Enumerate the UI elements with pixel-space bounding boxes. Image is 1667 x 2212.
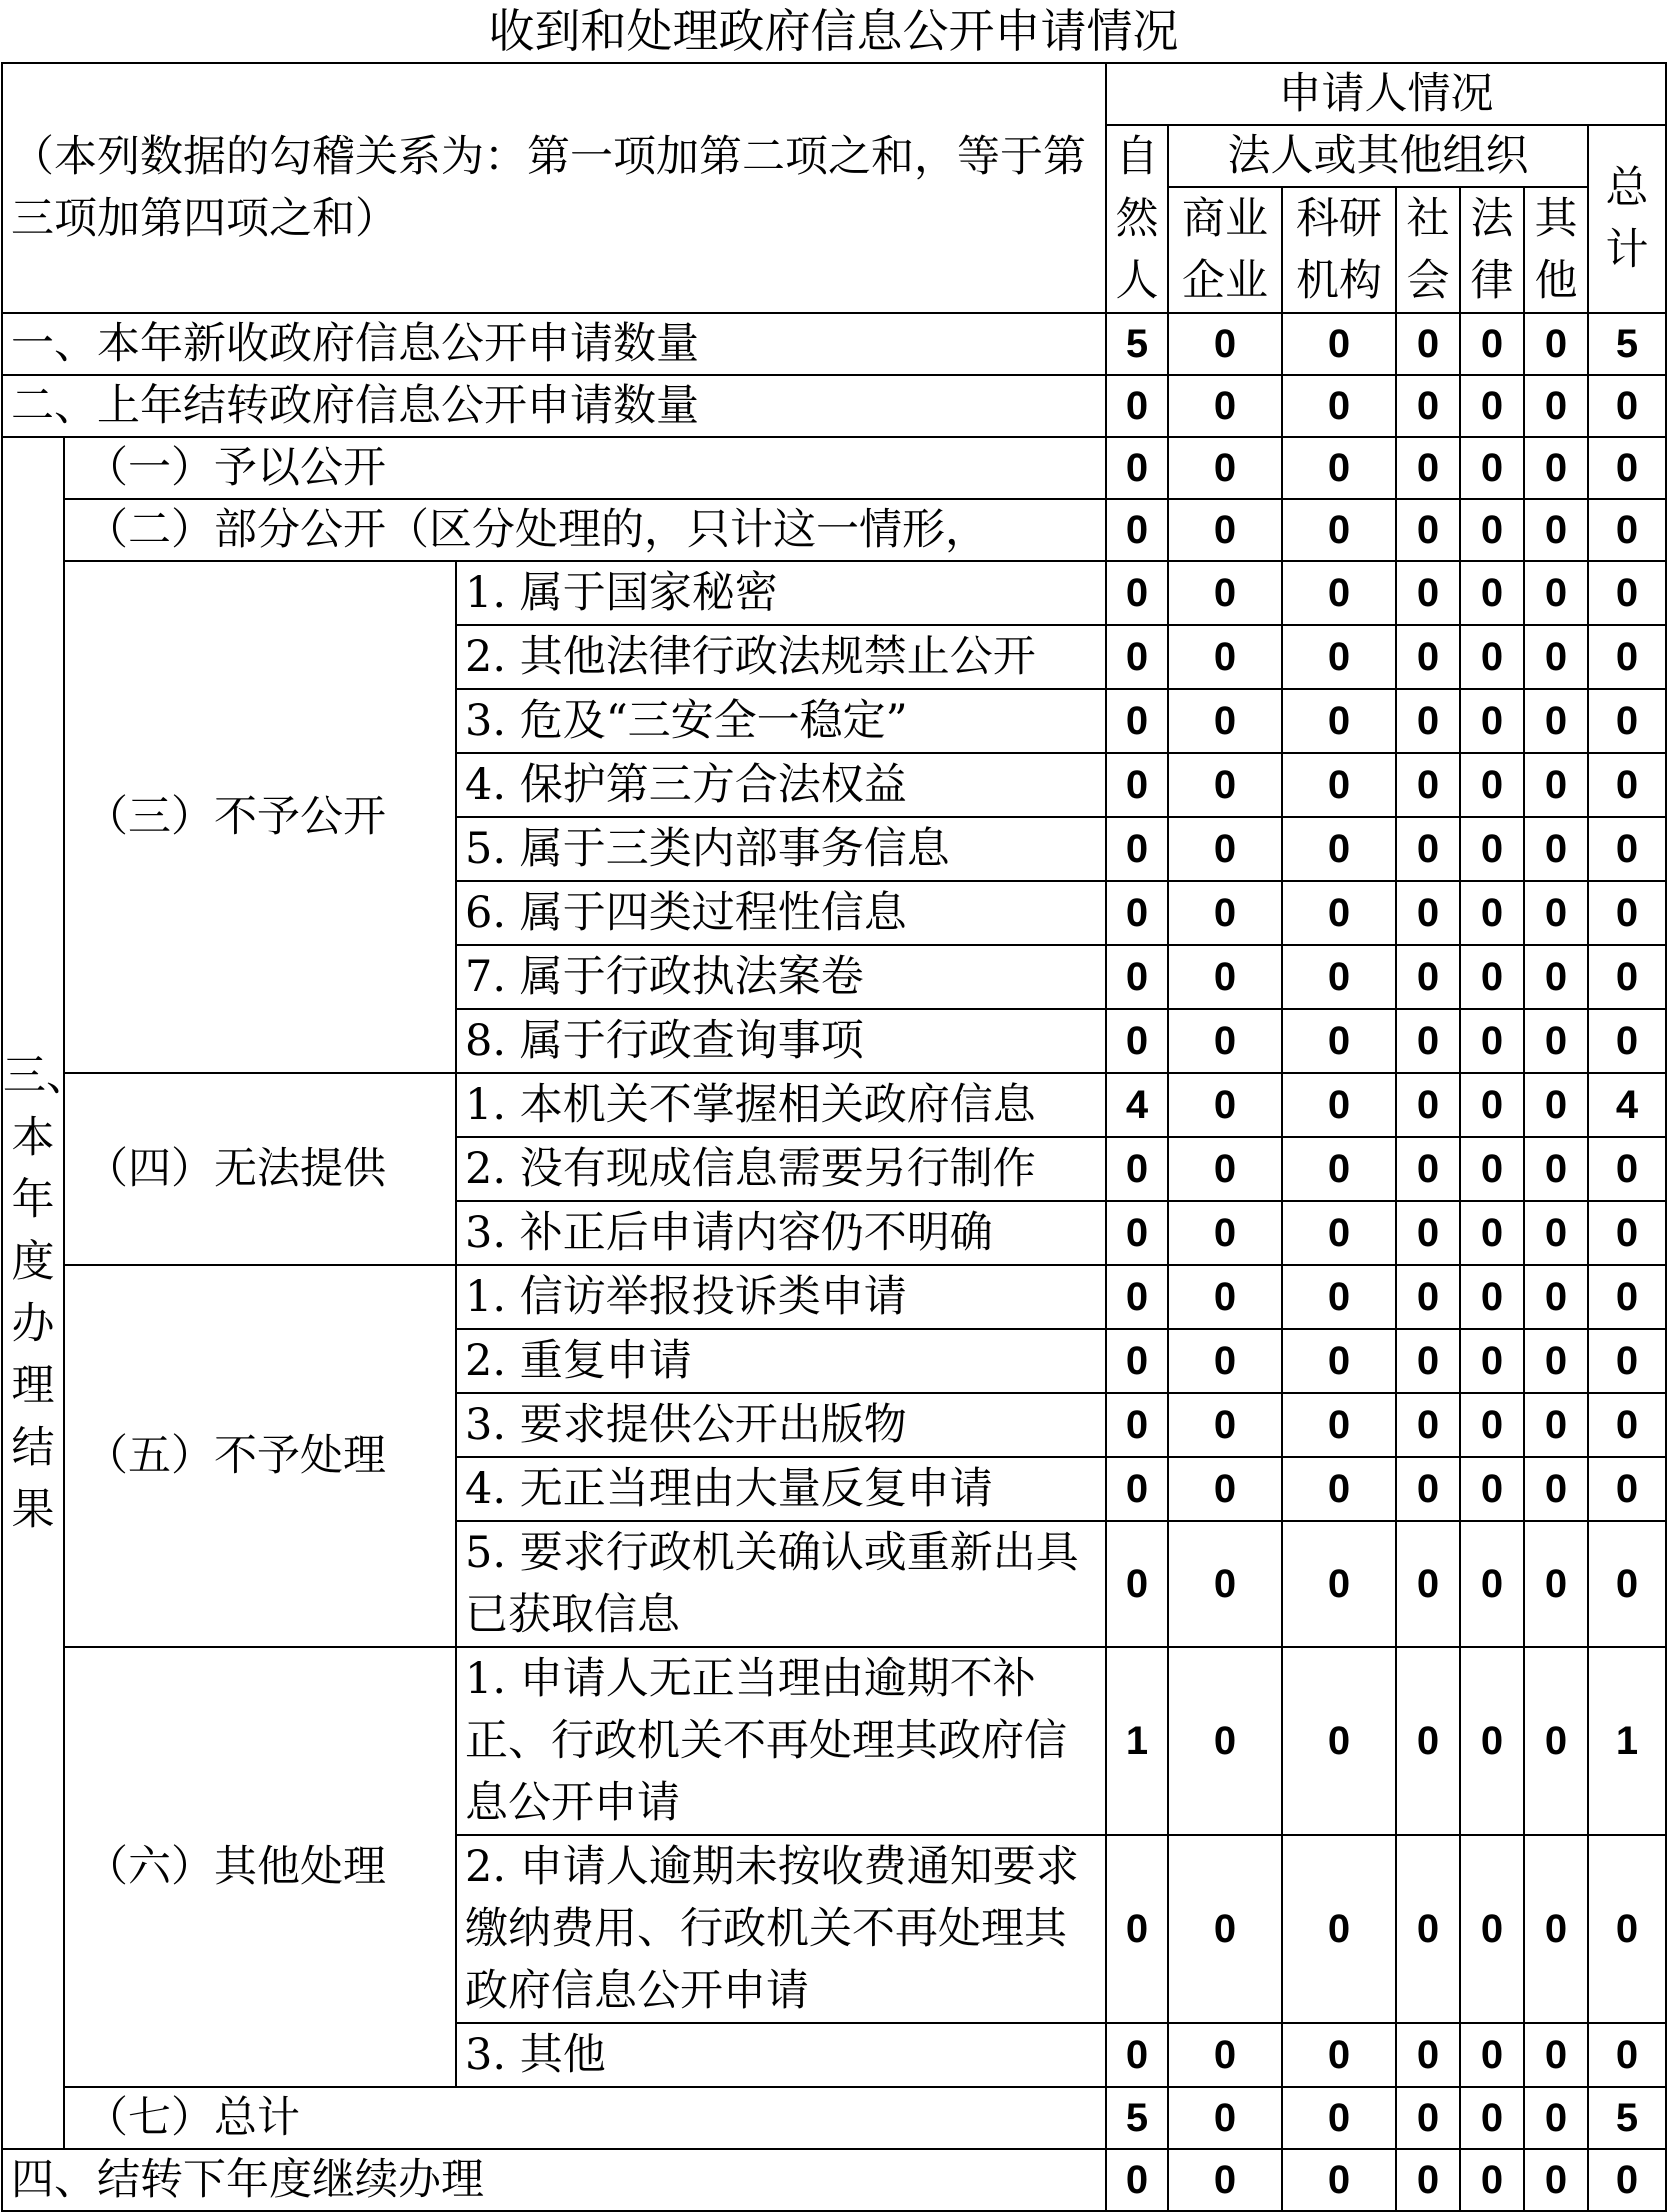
value-cell: 0 xyxy=(1168,689,1282,753)
value-cell: 0 xyxy=(1396,1457,1460,1521)
value-cell: 0 xyxy=(1282,1647,1396,1835)
value-cell: 0 xyxy=(1460,1647,1524,1835)
legal-header: 法律 xyxy=(1460,187,1524,313)
row-label: 8. 属于行政查询事项 xyxy=(456,1009,1106,1073)
value-cell: 0 xyxy=(1460,437,1524,499)
value-cell: 0 xyxy=(1106,1521,1168,1647)
value-cell: 0 xyxy=(1524,499,1588,561)
value-cell: 0 xyxy=(1524,625,1588,689)
value-cell: 0 xyxy=(1282,1393,1396,1457)
value-cell: 0 xyxy=(1168,1201,1282,1265)
value-cell: 0 xyxy=(1588,1201,1666,1265)
value-cell: 0 xyxy=(1106,753,1168,817)
value-cell: 0 xyxy=(1524,2023,1588,2087)
value-cell: 0 xyxy=(1168,945,1282,1009)
value-cell: 0 xyxy=(1282,1329,1396,1393)
value-cell: 0 xyxy=(1106,945,1168,1009)
row-label: 1. 信访举报投诉类申请 xyxy=(456,1265,1106,1329)
value-cell: 0 xyxy=(1168,2087,1282,2149)
value-cell: 0 xyxy=(1168,1457,1282,1521)
row-label: 四、结转下年度继续办理 xyxy=(2,2149,1106,2211)
value-cell: 0 xyxy=(1524,881,1588,945)
value-cell: 1 xyxy=(1106,1647,1168,1835)
value-cell: 0 xyxy=(1168,561,1282,625)
table-row xyxy=(2,313,1666,375)
value-cell: 0 xyxy=(1460,2023,1524,2087)
value-cell: 0 xyxy=(1524,817,1588,881)
value-cell: 0 xyxy=(1588,1521,1666,1647)
value-cell: 0 xyxy=(1282,1201,1396,1265)
value-cell: 5 xyxy=(1588,2087,1666,2149)
value-cell: 0 xyxy=(1460,1457,1524,1521)
value-cell: 0 xyxy=(1588,945,1666,1009)
value-cell: 0 xyxy=(1282,945,1396,1009)
row-label: （七）总计 xyxy=(64,2087,1106,2149)
value-cell: 0 xyxy=(1396,437,1460,499)
row-label: 6. 属于四类过程性信息 xyxy=(456,881,1106,945)
value-cell: 0 xyxy=(1396,945,1460,1009)
value-cell: 0 xyxy=(1396,2149,1460,2211)
value-cell: 0 xyxy=(1282,2087,1396,2149)
value-cell: 0 xyxy=(1524,945,1588,1009)
row-label: 5. 属于三类内部事务信息 xyxy=(456,817,1106,881)
value-cell: 0 xyxy=(1168,437,1282,499)
value-cell: 0 xyxy=(1524,1009,1588,1073)
row-label: 7. 属于行政执法案卷 xyxy=(456,945,1106,1009)
value-cell: 0 xyxy=(1524,313,1588,375)
value-cell: 0 xyxy=(1282,1073,1396,1137)
value-cell: 0 xyxy=(1588,1329,1666,1393)
value-cell: 0 xyxy=(1282,437,1396,499)
table-row xyxy=(2,499,1666,561)
value-cell: 0 xyxy=(1396,1201,1460,1265)
value-cell: 5 xyxy=(1106,313,1168,375)
value-cell: 0 xyxy=(1168,313,1282,375)
value-cell: 5 xyxy=(1588,313,1666,375)
value-cell: 0 xyxy=(1588,499,1666,561)
row-label: 1. 申请人无正当理由逾期不补正、行政机关不再处理其政府信息公开申请 xyxy=(456,1647,1106,1835)
value-cell: 0 xyxy=(1524,375,1588,437)
value-cell: 0 xyxy=(1460,753,1524,817)
row-label: 二、上年结转政府信息公开申请数量 xyxy=(2,375,1106,437)
row-label: 3. 危及“三安全一稳定” xyxy=(456,689,1106,753)
value-cell: 0 xyxy=(1168,1265,1282,1329)
row-label: 5. 要求行政机关确认或重新出具已获取信息 xyxy=(456,1521,1106,1647)
value-cell: 0 xyxy=(1282,753,1396,817)
value-cell: 4 xyxy=(1588,1073,1666,1137)
value-cell: 0 xyxy=(1460,1835,1524,2023)
value-cell: 0 xyxy=(1524,2087,1588,2149)
value-cell: 0 xyxy=(1524,561,1588,625)
value-cell: 4 xyxy=(1106,1073,1168,1137)
value-cell: 0 xyxy=(1282,1521,1396,1647)
value-cell: 0 xyxy=(1168,1393,1282,1457)
value-cell: 0 xyxy=(1588,375,1666,437)
value-cell: 0 xyxy=(1282,1009,1396,1073)
research-header: 科研机构 xyxy=(1282,187,1396,313)
value-cell: 0 xyxy=(1168,1521,1282,1647)
value-cell: 0 xyxy=(1588,561,1666,625)
value-cell: 0 xyxy=(1460,1009,1524,1073)
value-cell: 0 xyxy=(1524,1265,1588,1329)
value-cell: 0 xyxy=(1106,881,1168,945)
value-cell: 0 xyxy=(1460,817,1524,881)
row-label: （二）部分公开（区分处理的，只计这一情形， xyxy=(64,499,1106,561)
value-cell: 0 xyxy=(1460,2087,1524,2149)
value-cell: 0 xyxy=(1106,1201,1168,1265)
value-cell: 0 xyxy=(1524,1521,1588,1647)
group-label: （三）不予公开 xyxy=(64,561,456,1073)
value-cell: 0 xyxy=(1396,881,1460,945)
value-cell: 0 xyxy=(1282,561,1396,625)
value-cell: 0 xyxy=(1106,1009,1168,1073)
total-header: 总计 xyxy=(1588,125,1666,313)
table-row xyxy=(2,437,1666,499)
value-cell: 0 xyxy=(1396,1393,1460,1457)
value-cell: 0 xyxy=(1282,1835,1396,2023)
value-cell: 0 xyxy=(1396,753,1460,817)
value-cell: 0 xyxy=(1282,2023,1396,2087)
value-cell: 0 xyxy=(1106,625,1168,689)
row-label: 一、本年新收政府信息公开申请数量 xyxy=(2,313,1106,375)
value-cell: 0 xyxy=(1106,1835,1168,2023)
commercial-header: 商业企业 xyxy=(1168,187,1282,313)
applicant-header: 申请人情况 xyxy=(1106,63,1666,125)
value-cell: 0 xyxy=(1396,313,1460,375)
value-cell: 0 xyxy=(1460,2149,1524,2211)
row-label: 4. 保护第三方合法权益 xyxy=(456,753,1106,817)
value-cell: 0 xyxy=(1106,1137,1168,1201)
value-cell: 0 xyxy=(1460,1521,1524,1647)
value-cell: 0 xyxy=(1524,437,1588,499)
section3-label: 三、本年度办理结果 xyxy=(2,437,64,2149)
group-label: （四）无法提供 xyxy=(64,1073,456,1265)
value-cell: 0 xyxy=(1396,1265,1460,1329)
table-row xyxy=(2,2149,1666,2211)
value-cell: 0 xyxy=(1168,1647,1282,1835)
row-label: 2. 其他法律行政法规禁止公开 xyxy=(456,625,1106,689)
value-cell: 0 xyxy=(1460,945,1524,1009)
table-row xyxy=(2,561,1666,625)
value-cell: 0 xyxy=(1282,817,1396,881)
value-cell: 0 xyxy=(1524,1835,1588,2023)
value-cell: 0 xyxy=(1524,1073,1588,1137)
value-cell: 0 xyxy=(1588,1265,1666,1329)
value-cell: 0 xyxy=(1460,561,1524,625)
row-label: 4. 无正当理由大量反复申请 xyxy=(456,1457,1106,1521)
value-cell: 0 xyxy=(1282,313,1396,375)
value-cell: 0 xyxy=(1588,437,1666,499)
row-label: 1. 本机关不掌握相关政府信息 xyxy=(456,1073,1106,1137)
value-cell: 0 xyxy=(1460,1137,1524,1201)
value-cell: 0 xyxy=(1524,753,1588,817)
table-row xyxy=(2,1073,1666,1137)
value-cell: 0 xyxy=(1106,1393,1168,1457)
value-cell: 0 xyxy=(1396,1647,1460,1835)
value-cell: 0 xyxy=(1524,1329,1588,1393)
row-label: 2. 没有现成信息需要另行制作 xyxy=(456,1137,1106,1201)
table-row xyxy=(2,1265,1666,1329)
value-cell: 1 xyxy=(1588,1647,1666,1835)
row-label: 3. 其他 xyxy=(456,2023,1106,2087)
value-cell: 0 xyxy=(1396,625,1460,689)
value-cell: 0 xyxy=(1460,625,1524,689)
row-label: 2. 申请人逾期未按收费通知要求缴纳费用、行政机关不再处理其政府信息公开申请 xyxy=(456,1835,1106,2023)
value-cell: 0 xyxy=(1460,1201,1524,1265)
value-cell: 0 xyxy=(1396,817,1460,881)
value-cell: 0 xyxy=(1168,2023,1282,2087)
value-cell: 0 xyxy=(1168,1835,1282,2023)
value-cell: 0 xyxy=(1524,1393,1588,1457)
value-cell: 0 xyxy=(1168,881,1282,945)
value-cell: 0 xyxy=(1106,817,1168,881)
value-cell: 0 xyxy=(1588,689,1666,753)
value-cell: 0 xyxy=(1460,499,1524,561)
row-label: 1. 属于国家秘密 xyxy=(456,561,1106,625)
social-header: 社会 xyxy=(1396,187,1460,313)
value-cell: 0 xyxy=(1168,1329,1282,1393)
value-cell: 0 xyxy=(1588,1137,1666,1201)
value-cell: 0 xyxy=(1396,2023,1460,2087)
value-cell: 0 xyxy=(1282,881,1396,945)
natural-person-header: 自然人 xyxy=(1106,125,1168,313)
value-cell: 0 xyxy=(1106,375,1168,437)
value-cell: 0 xyxy=(1396,2087,1460,2149)
value-cell: 0 xyxy=(1396,689,1460,753)
value-cell: 0 xyxy=(1588,881,1666,945)
value-cell: 0 xyxy=(1282,1265,1396,1329)
value-cell: 0 xyxy=(1396,1137,1460,1201)
value-cell: 0 xyxy=(1106,437,1168,499)
value-cell: 0 xyxy=(1396,1329,1460,1393)
value-cell: 0 xyxy=(1282,1137,1396,1201)
relationship-note: （本列数据的勾稽关系为：第一项加第二项之和，等于第三项加第四项之和） xyxy=(2,63,1106,313)
value-cell: 0 xyxy=(1282,499,1396,561)
value-cell: 0 xyxy=(1588,1009,1666,1073)
value-cell: 0 xyxy=(1524,1647,1588,1835)
application-stats-table xyxy=(1,62,1667,2212)
value-cell: 0 xyxy=(1588,1835,1666,2023)
value-cell: 0 xyxy=(1524,689,1588,753)
value-cell: 0 xyxy=(1168,2149,1282,2211)
value-cell: 0 xyxy=(1524,1137,1588,1201)
row-label: （一）予以公开 xyxy=(64,437,1106,499)
value-cell: 0 xyxy=(1106,2149,1168,2211)
table-row xyxy=(2,1647,1666,1835)
group-label: （六）其他处理 xyxy=(64,1647,456,2087)
value-cell: 5 xyxy=(1106,2087,1168,2149)
row-label: 2. 重复申请 xyxy=(456,1329,1106,1393)
table-row xyxy=(2,375,1666,437)
value-cell: 0 xyxy=(1168,375,1282,437)
group-label: （五）不予处理 xyxy=(64,1265,456,1647)
value-cell: 0 xyxy=(1106,1329,1168,1393)
value-cell: 0 xyxy=(1168,1073,1282,1137)
value-cell: 0 xyxy=(1396,1009,1460,1073)
table-title: 收到和处理政府信息公开申请情况 xyxy=(488,4,1179,58)
value-cell: 0 xyxy=(1460,1073,1524,1137)
table-row xyxy=(2,2087,1666,2149)
value-cell: 0 xyxy=(1396,561,1460,625)
value-cell: 0 xyxy=(1396,1073,1460,1137)
value-cell: 0 xyxy=(1396,1521,1460,1647)
value-cell: 0 xyxy=(1588,817,1666,881)
value-cell: 0 xyxy=(1460,1265,1524,1329)
value-cell: 0 xyxy=(1106,561,1168,625)
row-label: 3. 要求提供公开出版物 xyxy=(456,1393,1106,1457)
value-cell: 0 xyxy=(1588,1393,1666,1457)
value-cell: 0 xyxy=(1106,689,1168,753)
value-cell: 0 xyxy=(1588,2149,1666,2211)
value-cell: 0 xyxy=(1106,1457,1168,1521)
value-cell: 0 xyxy=(1168,753,1282,817)
value-cell: 0 xyxy=(1106,1265,1168,1329)
value-cell: 0 xyxy=(1524,1201,1588,1265)
value-cell: 0 xyxy=(1396,499,1460,561)
value-cell: 0 xyxy=(1588,625,1666,689)
value-cell: 0 xyxy=(1588,753,1666,817)
value-cell: 0 xyxy=(1460,375,1524,437)
value-cell: 0 xyxy=(1106,2023,1168,2087)
value-cell: 0 xyxy=(1460,689,1524,753)
value-cell: 0 xyxy=(1460,313,1524,375)
value-cell: 0 xyxy=(1282,375,1396,437)
value-cell: 0 xyxy=(1282,625,1396,689)
value-cell: 0 xyxy=(1282,1457,1396,1521)
value-cell: 0 xyxy=(1396,375,1460,437)
value-cell: 0 xyxy=(1106,499,1168,561)
value-cell: 0 xyxy=(1524,1457,1588,1521)
row-label: 3. 补正后申请内容仍不明确 xyxy=(456,1201,1106,1265)
other-header: 其他 xyxy=(1524,187,1588,313)
value-cell: 0 xyxy=(1168,1137,1282,1201)
value-cell: 0 xyxy=(1588,2023,1666,2087)
value-cell: 0 xyxy=(1460,881,1524,945)
value-cell: 0 xyxy=(1460,1393,1524,1457)
value-cell: 0 xyxy=(1168,817,1282,881)
value-cell: 0 xyxy=(1168,1009,1282,1073)
legal-group-header: 法人或其他组织 xyxy=(1168,125,1588,187)
value-cell: 0 xyxy=(1168,499,1282,561)
value-cell: 0 xyxy=(1588,1457,1666,1521)
value-cell: 0 xyxy=(1282,689,1396,753)
value-cell: 0 xyxy=(1460,1329,1524,1393)
value-cell: 0 xyxy=(1524,2149,1588,2211)
value-cell: 0 xyxy=(1168,625,1282,689)
value-cell: 0 xyxy=(1396,1835,1460,2023)
value-cell: 0 xyxy=(1282,2149,1396,2211)
